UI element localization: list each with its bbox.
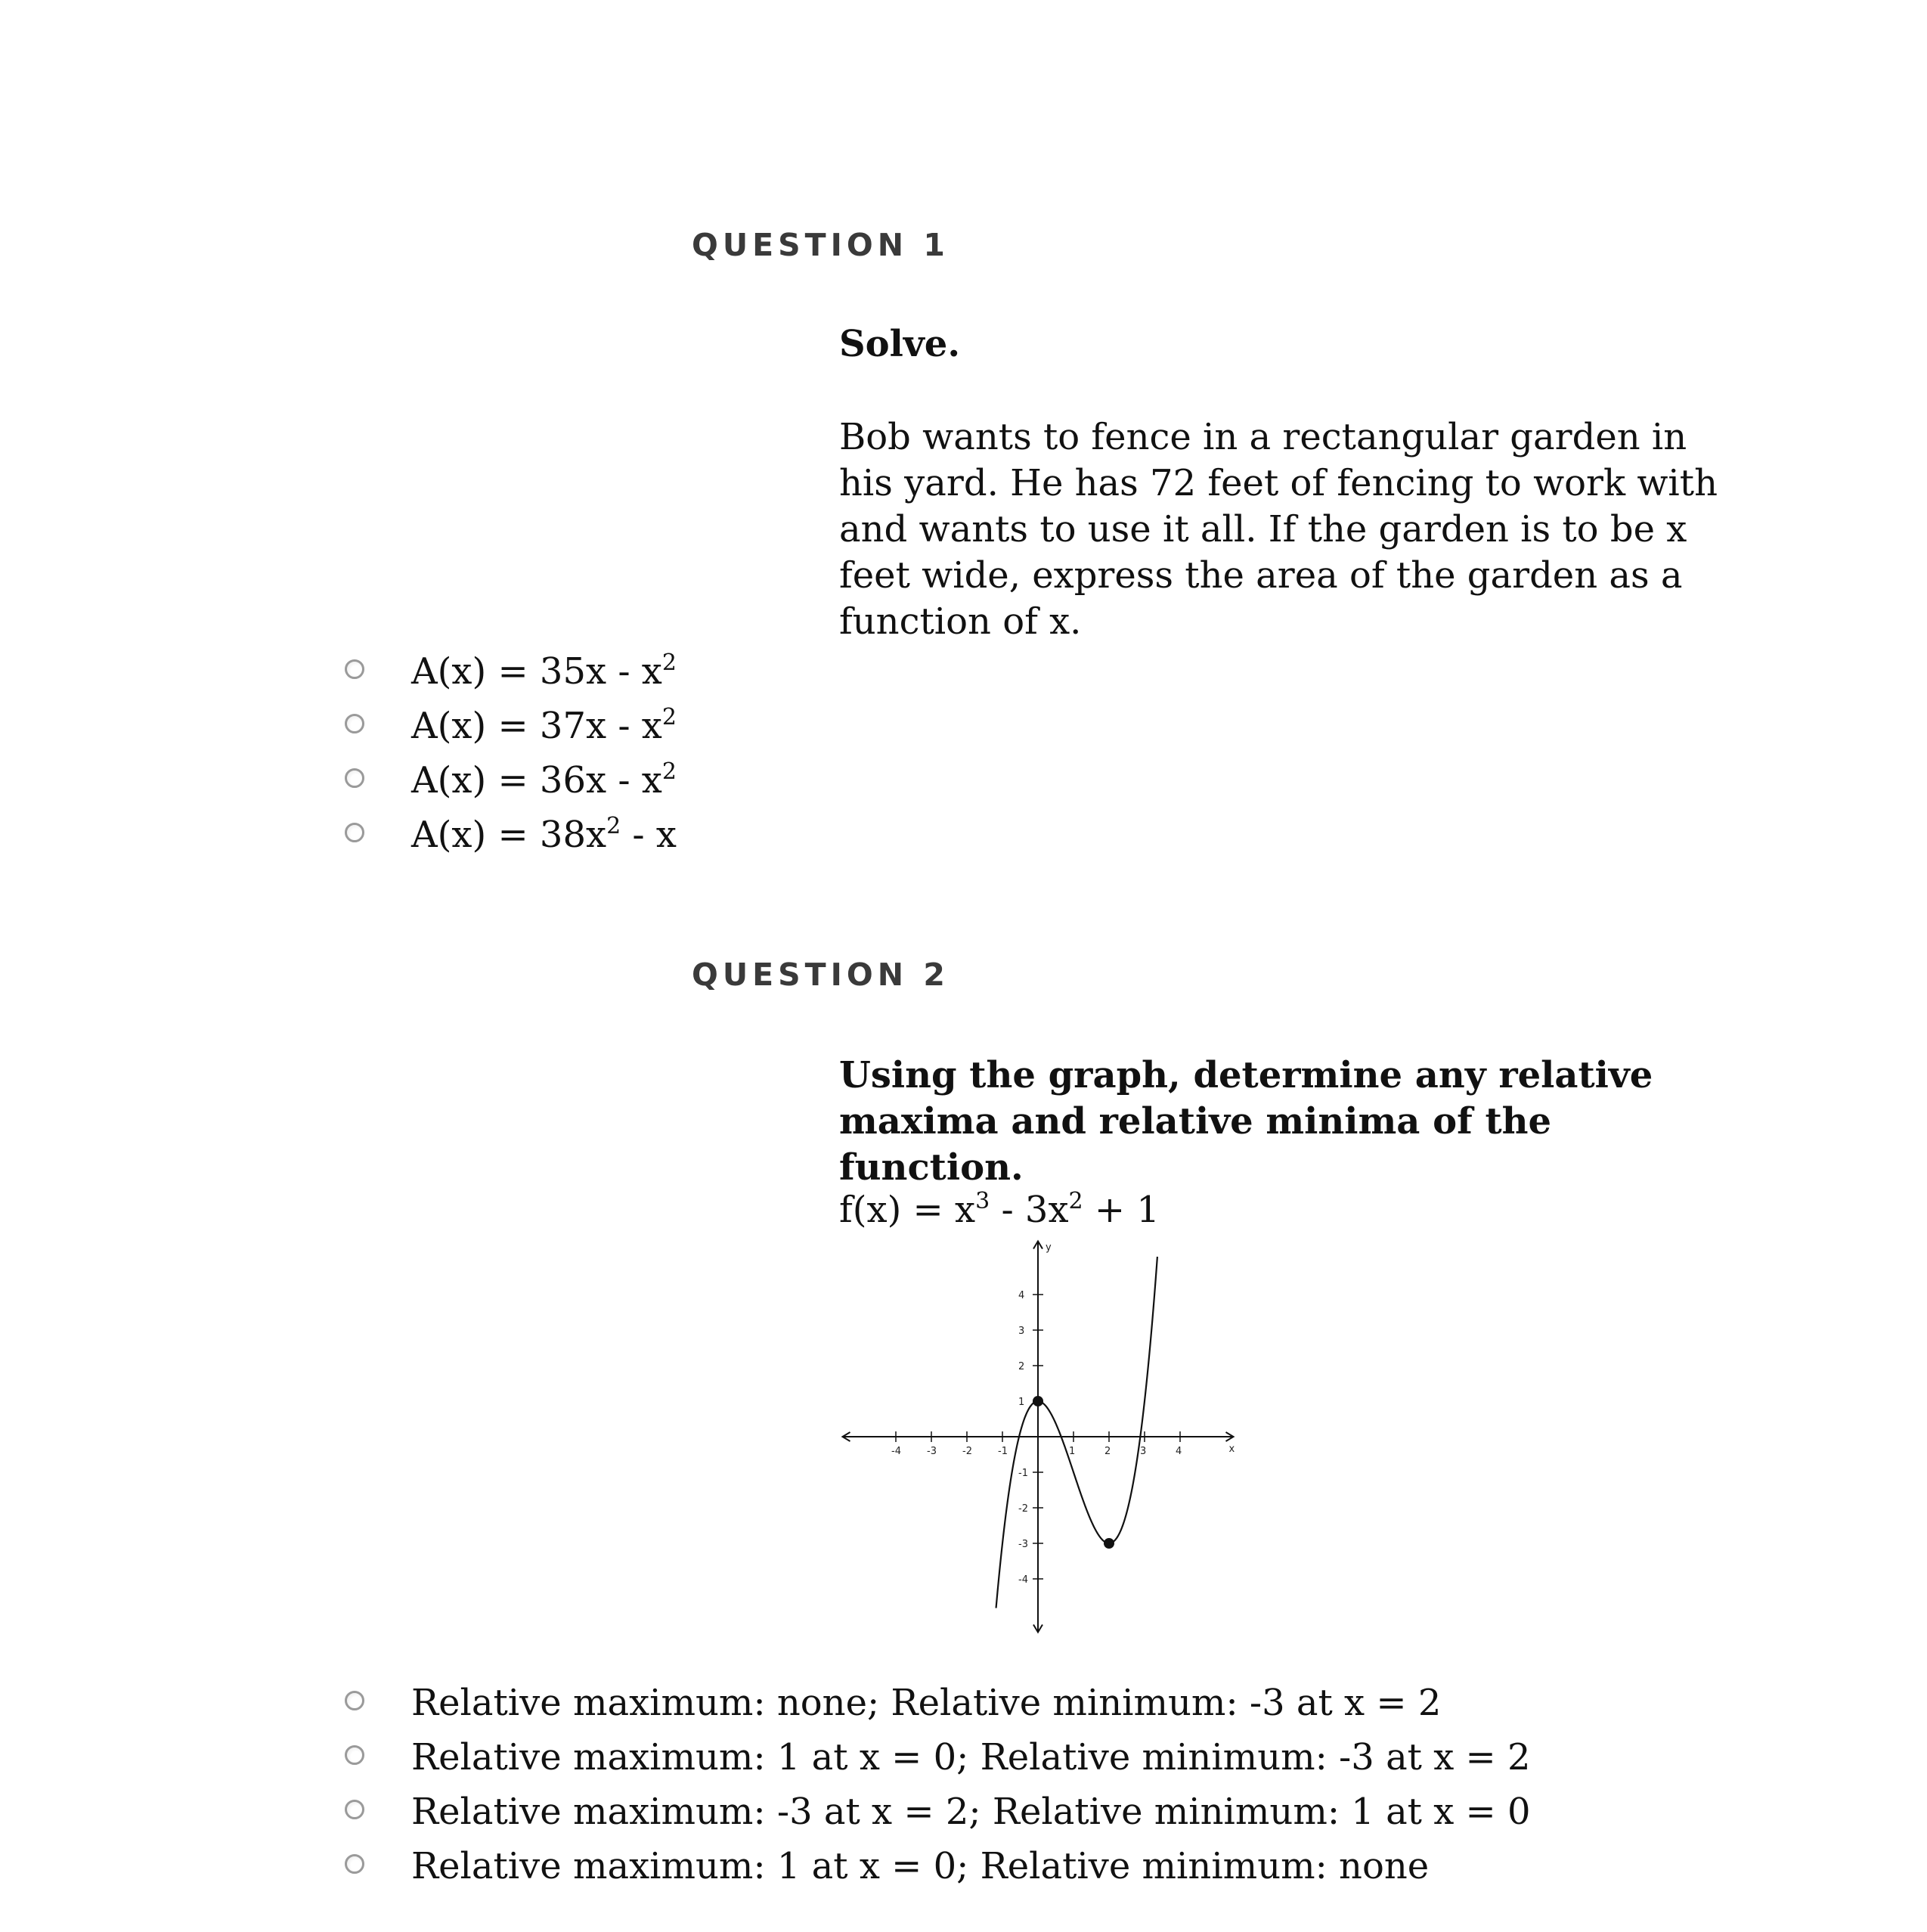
radio-button-icon[interactable] [345,714,364,733]
question-2-function: $f(x) = x^3 - 3x^2 + 1$ [839,1188,1160,1231]
option-label: Relative maximum: 1 at x = 0; Relative minimum: none [411,1845,1430,1887]
option-label: $A(x) = 35x - x^2$ [411,650,677,693]
y-tick-label: -4 [1018,1574,1028,1586]
question-1-instruction: Solve. [839,323,961,365]
radio-button-icon[interactable] [345,768,364,788]
x-tick-label: 1 [1069,1446,1076,1457]
x-tick-label: 3 [1140,1446,1147,1457]
option-label: Relative maximum: 1 at x = 0; Relative minimum: -3 at x = 2 [411,1736,1531,1778]
option-label: Relative maximum: none; Relative minimum: -3 at x = 2 [411,1682,1442,1724]
option-label: $A(x) = 38x^2 - x$ [411,813,677,856]
y-tick-label: 3 [1018,1326,1025,1337]
marked-point [1104,1538,1114,1549]
radio-button-icon[interactable] [345,823,364,842]
question-1-heading: QUESTION 1 [692,227,950,263]
y-tick-label: -2 [1018,1503,1028,1515]
radio-button-icon[interactable] [345,1854,364,1874]
option-label: $A(x) = 36x - x^2$ [411,758,677,802]
x-tick-label: 4 [1176,1446,1182,1457]
y-axis-label: y [1046,1242,1052,1254]
x-tick-label: -2 [962,1446,972,1457]
option-label: $A(x) = 37x - x^2$ [411,704,677,747]
x-tick-label: -1 [998,1446,1008,1457]
x-tick-label: -3 [927,1446,937,1457]
x-tick-label: 2 [1104,1446,1111,1457]
marked-point [1033,1396,1043,1406]
question-2-heading: QUESTION 2 [692,957,950,993]
question-1-text: Bob wants to fence in a rectangular garden in his yard. He has 72 feet of fencing to work with and wants to use it all. If the garden is to be x feet wide, express the area of the garden as a function of x. [839,416,1718,643]
y-tick-label: 4 [1018,1290,1025,1301]
x-axis-label: x [1228,1444,1235,1455]
option-label: Relative maximum: -3 at x = 2; Relative minimum: 1 at x = 0 [411,1791,1531,1833]
radio-button-icon[interactable] [345,1800,364,1819]
radio-button-icon[interactable] [345,1745,364,1765]
radio-button-icon[interactable] [345,1691,364,1710]
y-tick-label: 2 [1018,1361,1025,1372]
x-tick-label: -4 [891,1446,901,1457]
y-tick-label: -1 [1018,1468,1028,1479]
function-graph [832,1234,1255,1642]
y-tick-label: 1 [1018,1397,1025,1408]
radio-button-icon[interactable] [345,659,364,679]
question-2-instruction: Using the graph, determine any relative maxima and relative minima of the function. [839,1054,1653,1189]
function-curve [996,1257,1157,1608]
y-tick-label: -3 [1018,1539,1028,1550]
